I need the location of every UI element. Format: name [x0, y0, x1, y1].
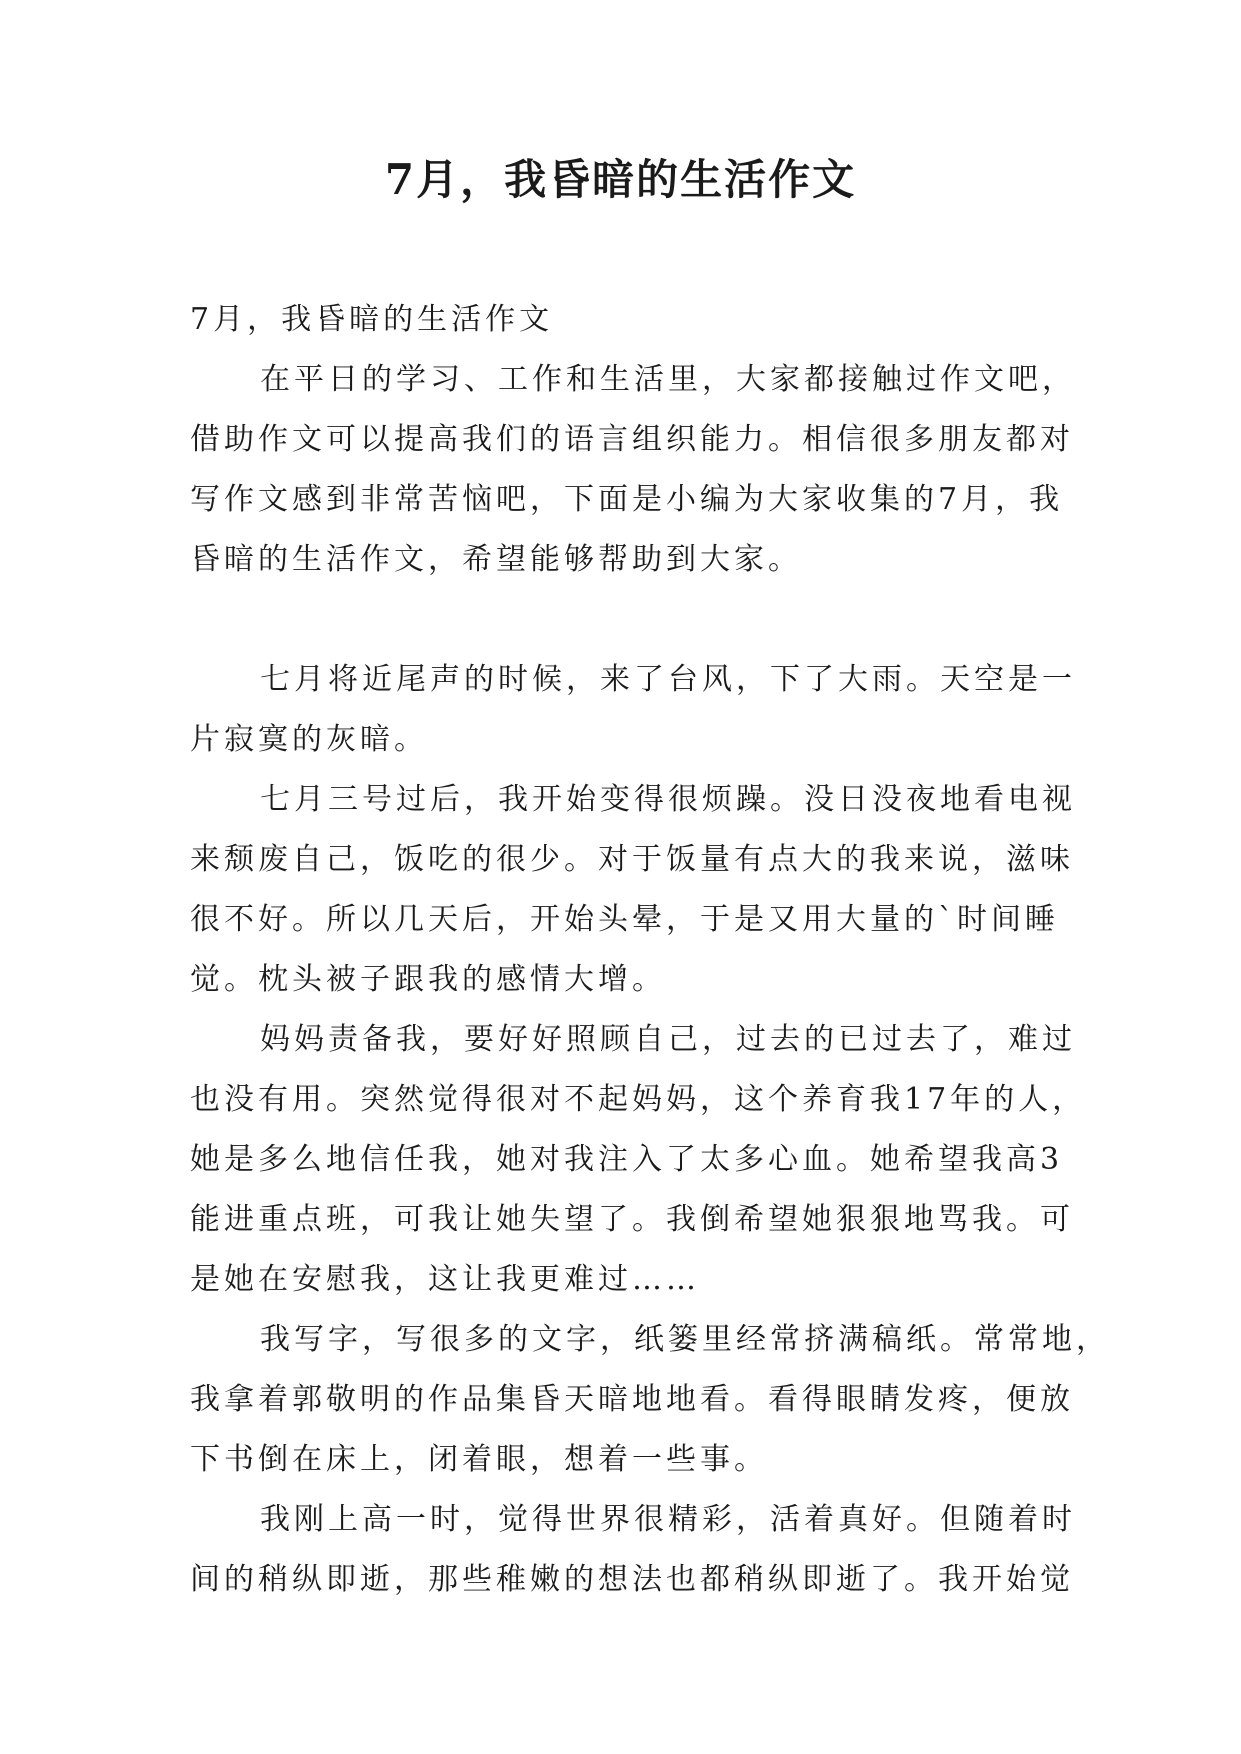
paragraph-line: 间的稍纵即逝，那些稚嫩的想法也都稍纵即逝了。我开始觉	[190, 1562, 1074, 1597]
paragraph-line: 昏暗的生活作文，希望能够帮助到大家。	[190, 542, 802, 577]
paragraph-line: 片寂寞的灰暗。	[190, 722, 428, 757]
paragraph-line: 觉。枕头被子跟我的感情大增。	[190, 962, 666, 997]
paragraph-line: 妈妈责备我，要好好照顾自己，过去的已过去了，难过	[260, 1022, 1076, 1057]
paragraph-line: 很不好。所以几天后，开始头晕，于是又用大量的`时间睡	[190, 902, 1059, 937]
paragraph-line: 七月三号过后，我开始变得很烦躁。没日没夜地看电视	[260, 782, 1076, 817]
paragraph-line: 下书倒在床上，闭着眼，想着一些事。	[190, 1442, 768, 1477]
subtitle-line: 7月，我昏暗的生活作文	[190, 302, 554, 337]
paragraph-line: 是她在安慰我，这让我更难过……	[190, 1262, 700, 1297]
blank-line	[190, 590, 1060, 650]
paragraph-line: 她是多么地信任我，她对我注入了太多心血。她希望我高3	[190, 1142, 1064, 1177]
paragraph-line: 写作文感到非常苦恼吧，下面是小编为大家收集的7月，我	[190, 482, 1064, 517]
document-body	[190, 290, 1110, 1610]
paragraph-line: 我写字，写很多的文字，纸篓里经常挤满稿纸。常常地，	[260, 1322, 1110, 1357]
paragraph-line: 在平日的学习、工作和生活里，大家都接触过作文吧，	[260, 362, 1076, 397]
paragraph-line: 能进重点班，可我让她失望了。我倒希望她狠狠地骂我。可	[190, 1202, 1074, 1237]
paragraph-line: 七月将近尾声的时候，来了台风，下了大雨。天空是一	[260, 662, 1076, 697]
paragraph-line: 我拿着郭敬明的作品集昏天暗地地看。看得眼睛发疼，便放	[190, 1382, 1074, 1417]
document-title: 7月，我昏暗的生活作文	[384, 155, 857, 204]
paragraph-line: 我刚上高一时，觉得世界很精彩，活着真好。但随着时	[260, 1502, 1076, 1537]
paragraph-line: 借助作文可以提高我们的语言组织能力。相信很多朋友都对	[190, 422, 1074, 457]
paragraph-line: 也没有用。突然觉得很对不起妈妈，这个养育我17年的人，	[190, 1082, 1087, 1117]
paragraph-line: 来颓废自己，饭吃的很少。对于饭量有点大的我来说，滋味	[190, 842, 1074, 877]
